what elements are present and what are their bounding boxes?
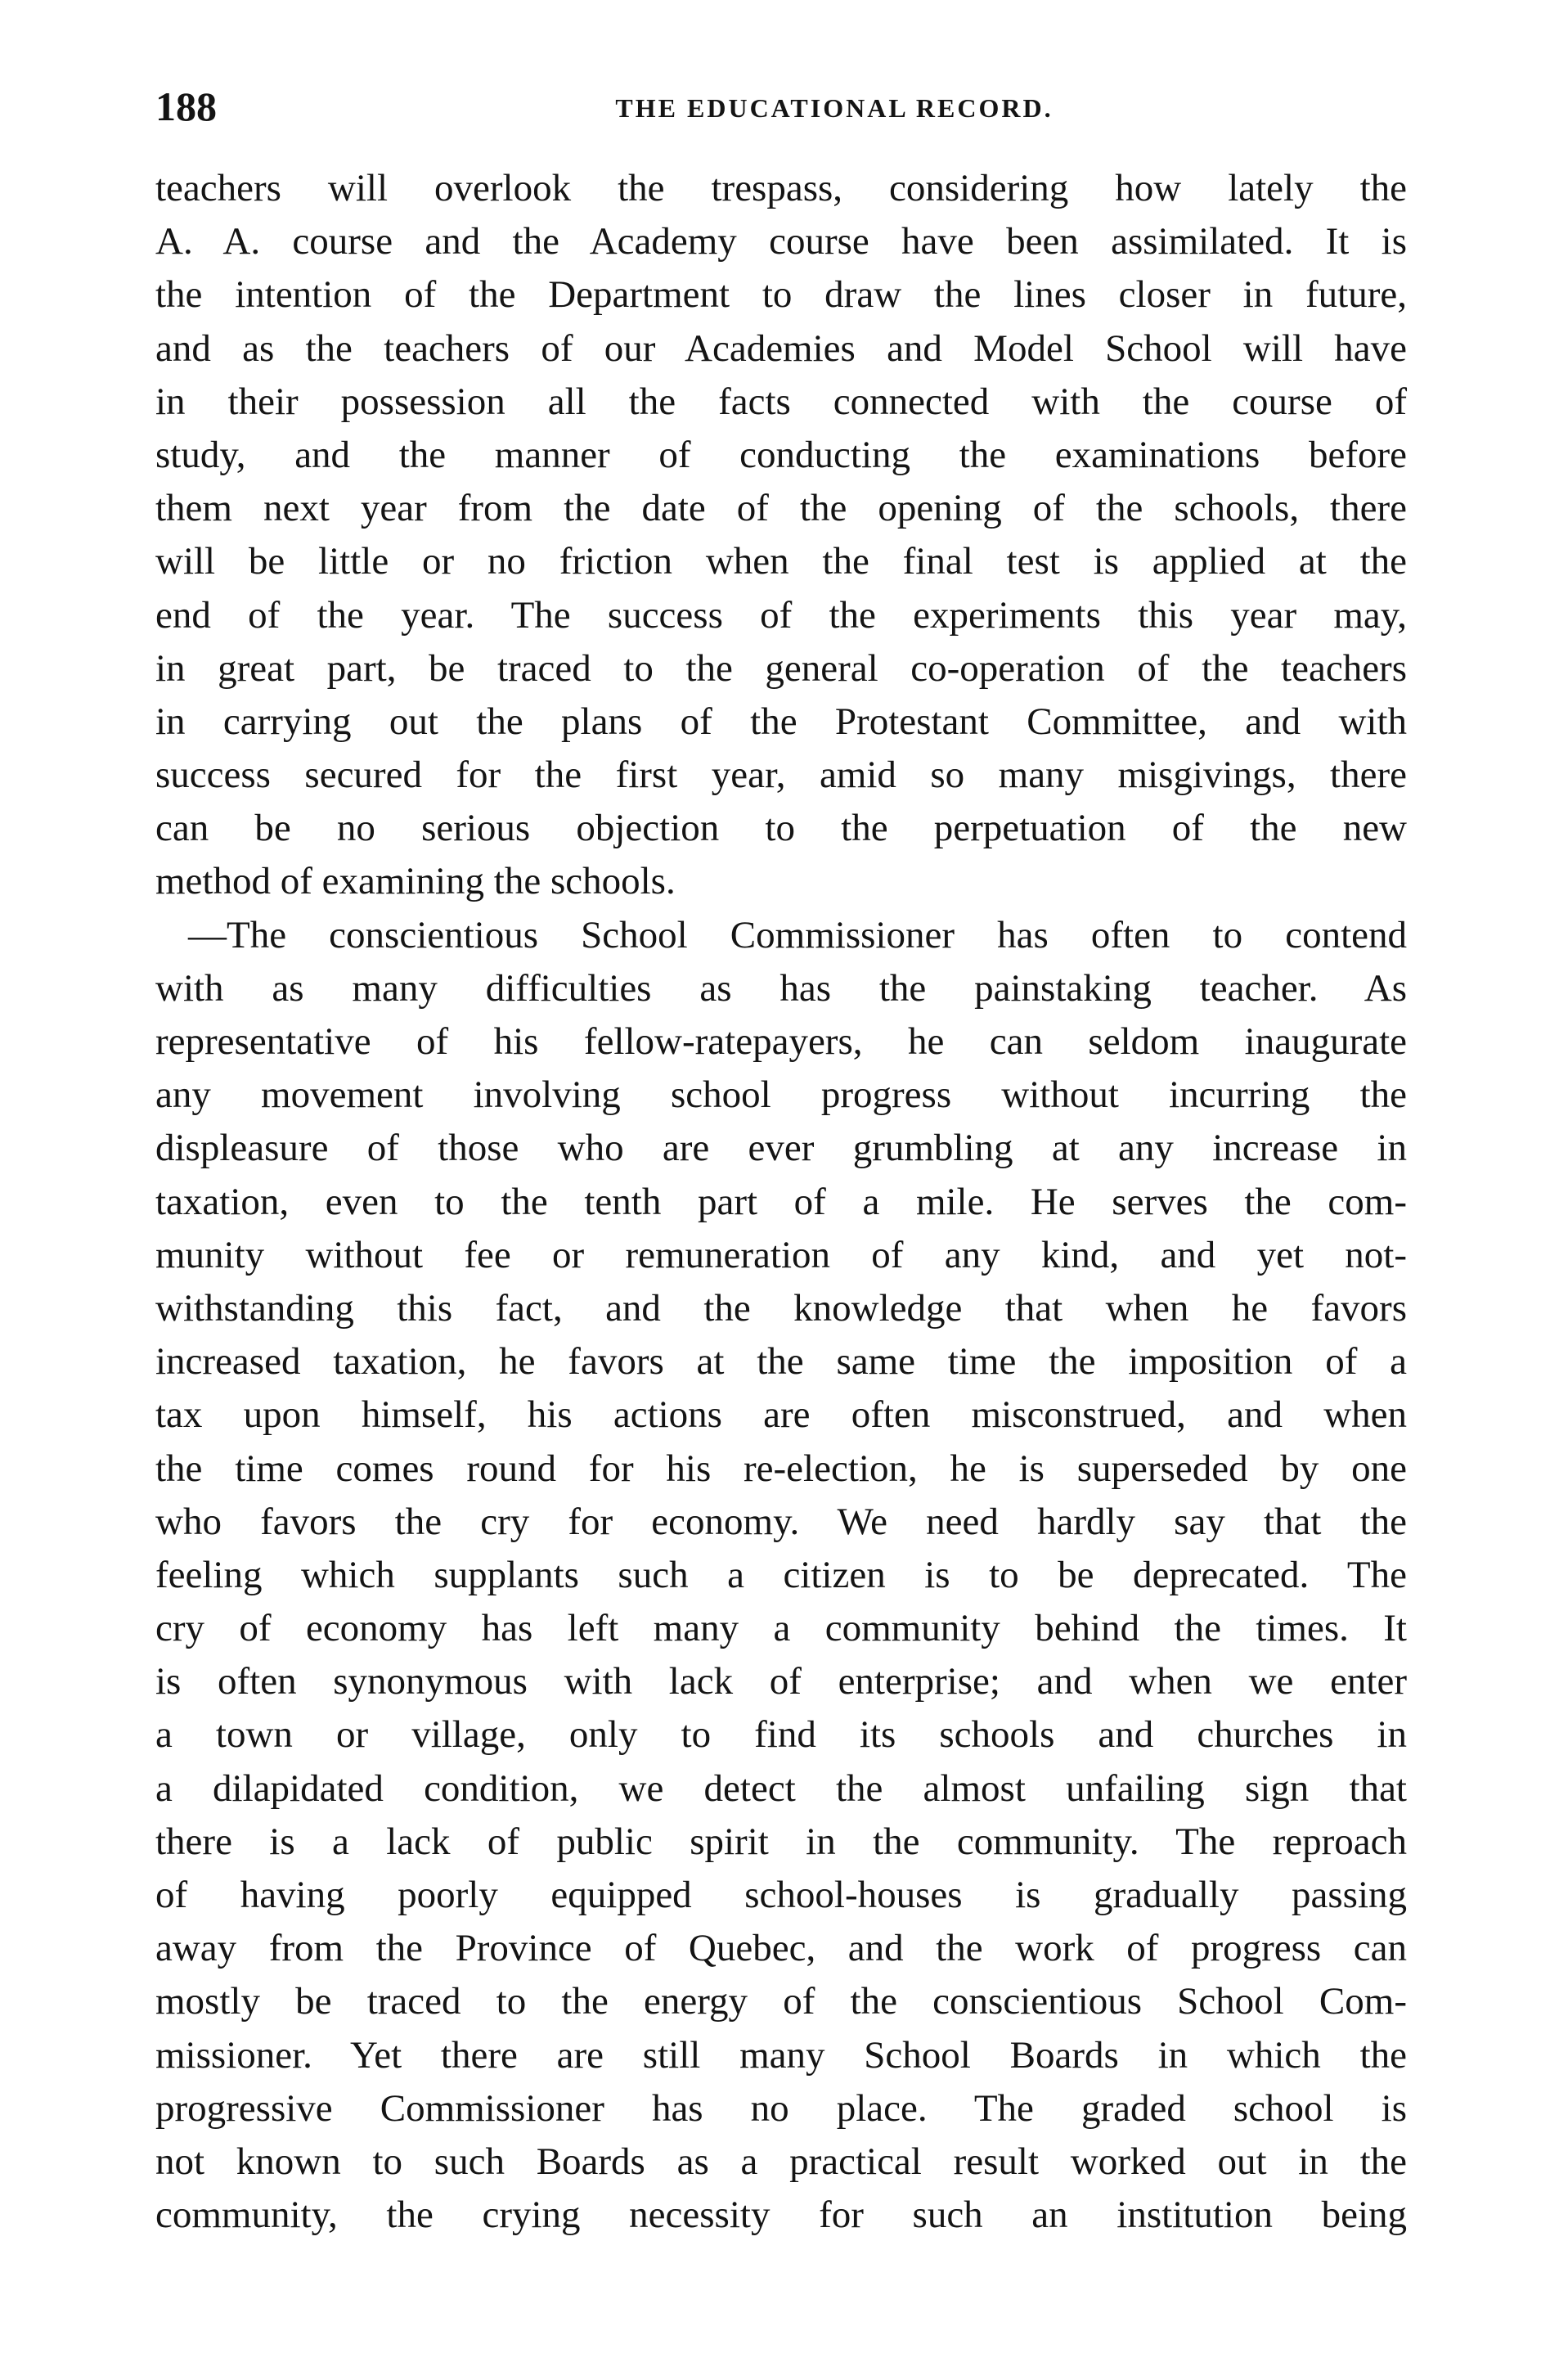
text-line: in great part, be traced to the general co-operation of the teachers	[155, 646, 1407, 690]
text-line: withstanding this fact, and the knowledge that when he favors	[155, 1286, 1407, 1330]
text-line: there is a lack of public spirit in the community. The reproach	[155, 1820, 1407, 1863]
page-number: 188	[155, 83, 217, 129]
text-line: in carrying out the plans of the Protestant Committee, and with	[155, 700, 1407, 743]
text-line: taxation, even to the tenth part of a mile. He serves the com-	[155, 1180, 1407, 1223]
text-line: study, and the manner of conducting the examinations before	[155, 433, 1407, 476]
text-line: who favors the cry for economy. We need hardly say that the	[155, 1500, 1407, 1543]
page-header	[155, 82, 1407, 131]
text-line: displeasure of those who are ever grumbling at any increase in	[155, 1127, 1407, 1170]
text-line: community, the crying necessity for such an institution being	[155, 2194, 1407, 2237]
text-line: representative of his fellow-ratepayers, he can seldom inaugurate	[155, 1020, 1407, 1063]
paragraph-end-line: method of examining the schools.	[155, 860, 676, 903]
text-line: the time comes round for his re-election, he is superseded by one	[155, 1447, 1407, 1490]
text-line: away from the Province of Quebec, and the work of progress can	[155, 1927, 1407, 1970]
text-line: a town or village, only to find its schools and churches in	[155, 1713, 1407, 1757]
text-line: in their possession all the facts connected with the course of	[155, 380, 1407, 423]
text-line: munity without fee or remuneration of any kind, and yet not-	[155, 1233, 1407, 1276]
text-line: can be no serious objection to the perpetuation of the new	[155, 807, 1407, 850]
text-line: the intention of the Department to draw the lines closer in future,	[155, 273, 1407, 317]
text-line: missioner. Yet there are still many School Boards in which the	[155, 2033, 1407, 2077]
text-line: end of the year. The success of the experiments this year may,	[155, 593, 1407, 637]
text-line: tax upon himself, his actions are often misconstrued, and when	[155, 1393, 1407, 1437]
text-line: increased taxation, he favors at the same time the imposition of a	[155, 1340, 1407, 1384]
text-line: teachers will overlook the trespass, considering how lately the	[155, 167, 1407, 209]
text-line: a dilapidated condition, we detect the almost unfailing sign that	[155, 1766, 1407, 1810]
text-line: is often synonymous with lack of enterprise; and when we enter	[155, 1660, 1407, 1703]
text-line: progressive Commissioner has no place. The graded school is	[155, 2086, 1407, 2130]
text-line: feeling which supplants such a citizen is to be deprecated. The	[155, 1553, 1407, 1596]
text-line: mostly be traced to the energy of the conscientious School Com-	[155, 1980, 1407, 2023]
body-text	[155, 162, 1407, 2242]
text-line: will be little or no friction when the final test is applied at the	[155, 540, 1407, 583]
text-line: cry of economy has left many a community behind the times. It	[155, 1607, 1407, 1650]
paragraph-start-line: —The conscientious School Commissioner has often to contend	[188, 913, 1407, 956]
text-line: and as the teachers of our Academies and Model School will have	[155, 326, 1407, 370]
text-line: them next year from the date of the opening of the schools, there	[155, 487, 1407, 530]
text-line: not known to such Boards as a practical result worked out in the	[155, 2140, 1407, 2183]
text-line: A. A. course and the Academy course have been assimilated. It is	[155, 220, 1407, 263]
text-line: any movement involving school progress without incurring the	[155, 1073, 1407, 1117]
text-line: with as many difficulties as has the painstaking teacher. As	[155, 966, 1407, 1010]
running-title: THE EDUCATIONAL RECORD.	[615, 93, 1054, 123]
text-line: of having poorly equipped school-houses is gradually passing	[155, 1874, 1407, 1916]
text-line: success secured for the first year, amid so many misgivings, there	[155, 754, 1407, 797]
